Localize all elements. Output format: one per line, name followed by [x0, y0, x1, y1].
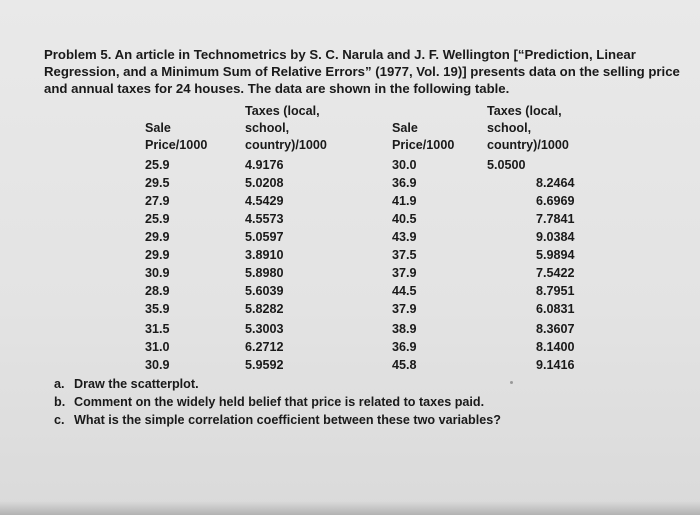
cell-sale-1: 30.9 [145, 358, 170, 372]
photo-shadow [0, 501, 700, 515]
cell-tax-2: 7.7841 [536, 212, 575, 226]
cell-tax-2: 8.3607 [536, 322, 575, 336]
cell-sale-2: 45.8 [392, 358, 417, 372]
problem-line-2: Regression, and a Minimum Sum of Relative Errors” (1977, Vol. 19)] presents data on the selling price [44, 64, 680, 79]
cell-tax-2: 8.1400 [536, 340, 575, 354]
speck [510, 381, 513, 384]
problem-line-3: and annual taxes for 24 houses. The data are shown in the following table. [44, 81, 510, 96]
cell-tax-2: 5.0500 [487, 158, 526, 172]
problem-label: Problem 5. [44, 47, 112, 62]
cell-tax-1: 5.8980 [245, 266, 284, 280]
cell-sale-1: 29.9 [145, 230, 170, 244]
cell-tax-2: 6.0831 [536, 302, 575, 316]
problem-line-1: Problem 5. An article in Technometrics by S. C. Narula and J. F. Wellington [“Prediction, Linear [44, 47, 636, 62]
cell-tax-2: 6.6969 [536, 194, 575, 208]
cell-sale-1: 35.9 [145, 302, 170, 316]
cell-tax-1: 4.5429 [245, 194, 284, 208]
cell-sale-2: 37.5 [392, 248, 417, 262]
cell-sale-2: 40.5 [392, 212, 417, 226]
cell-tax-1: 3.8910 [245, 248, 284, 262]
cell-tax-1: 5.6039 [245, 284, 284, 298]
header-sale-price-2: Sale Price/1000 [392, 121, 455, 152]
cell-sale-2: 36.9 [392, 340, 417, 354]
question-a: a. Draw the scatterplot. [54, 377, 199, 391]
question-c: c. What is the simple correlation coefficient between these two variables? [54, 413, 501, 427]
cell-sale-1: 25.9 [145, 212, 170, 226]
cell-sale-2: 30.0 [392, 158, 417, 172]
cell-sale-1: 31.5 [145, 322, 170, 336]
cell-tax-1: 6.2712 [245, 340, 284, 354]
question-list [54, 375, 501, 429]
cell-tax-1: 4.9176 [245, 158, 284, 172]
cell-tax-1: 5.0208 [245, 176, 284, 190]
cell-sale-2: 36.9 [392, 176, 417, 190]
cell-sale-1: 29.9 [145, 248, 170, 262]
header-taxes-2: Taxes (local, school, country)/1000 [487, 104, 569, 152]
question-b: b. Comment on the widely held belief that price is related to taxes paid. [54, 395, 485, 409]
cell-sale-2: 44.5 [392, 284, 417, 298]
cell-tax-1: 5.9592 [245, 358, 284, 372]
cell-tax-2: 5.9894 [536, 248, 575, 262]
cell-sale-1: 27.9 [145, 194, 170, 208]
cell-tax-2: 8.7951 [536, 284, 575, 298]
cell-sale-2: 37.9 [392, 266, 417, 280]
cell-sale-1: 29.5 [145, 176, 170, 190]
cell-tax-2: 7.5422 [536, 266, 575, 280]
cell-sale-1: 30.9 [145, 266, 170, 280]
cell-sale-2: 37.9 [392, 302, 417, 316]
cell-tax-2: 9.0384 [536, 230, 575, 244]
cell-sale-2: 38.9 [392, 322, 417, 336]
cell-tax-1: 5.3003 [245, 322, 284, 336]
cell-sale-1: 28.9 [145, 284, 170, 298]
cell-tax-1: 4.5573 [245, 212, 284, 226]
cell-tax-1: 5.0597 [245, 230, 284, 244]
cell-sale-2: 43.9 [392, 230, 417, 244]
cell-tax-2: 9.1416 [536, 358, 575, 372]
header-sale-price-1: Sale Price/1000 [145, 121, 208, 152]
header-taxes-1: Taxes (local, school, country)/1000 [245, 104, 327, 152]
cell-sale-1: 31.0 [145, 340, 170, 354]
problem-statement [44, 46, 684, 97]
cell-sale-1: 25.9 [145, 158, 170, 172]
cell-sale-2: 41.9 [392, 194, 417, 208]
cell-tax-1: 5.8282 [245, 302, 284, 316]
cell-tax-2: 8.2464 [536, 176, 575, 190]
